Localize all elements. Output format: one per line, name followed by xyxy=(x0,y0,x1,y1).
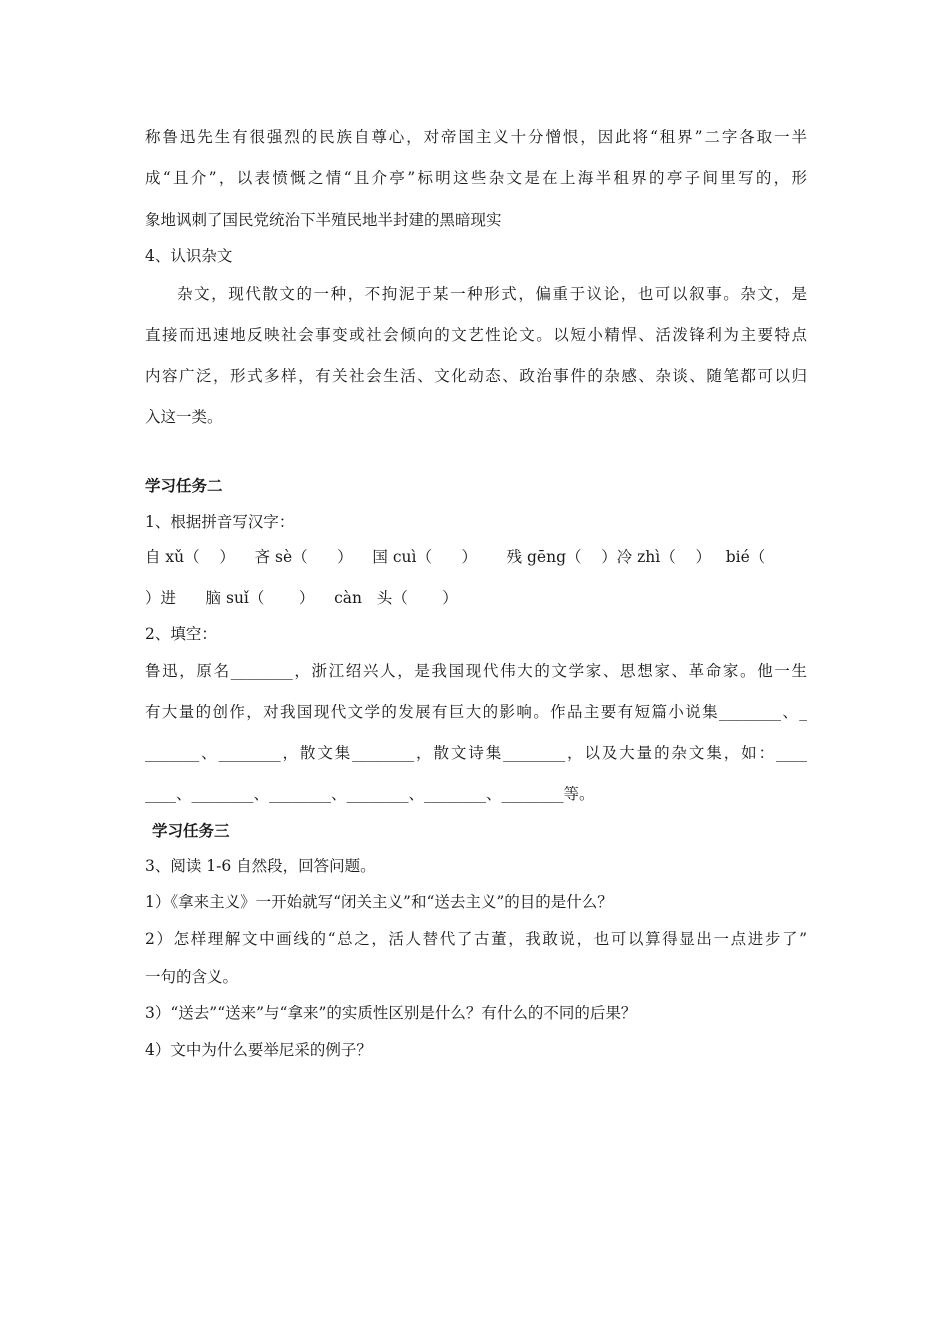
task2-q1: 1、根据拼音写汉字： xyxy=(145,513,295,531)
intro-line-3: 象地讽刺了国民党统治下半殖民地半封建的黑暗现实 xyxy=(145,211,502,229)
task3-title: 学习任务三 xyxy=(152,821,230,840)
pinyin-line-2: ）进 脑 suǐ（ ） càn 头（ ） xyxy=(145,589,458,607)
task3-sub3: 3）“送去”“送来”与“拿来”的实质性区别是什么？有什么的不同的后果？ xyxy=(145,1004,637,1022)
item4-line-4: 入这一类。 xyxy=(145,408,223,426)
intro-line-2: 成“且介”，以表愤慨之情“且介亭”标明这些杂文是在上海半租界的亭子间里写的，形 xyxy=(145,169,807,187)
intro-line-1: 称鲁迅先生有很强烈的民族自尊心，对帝国主义十分憎恨，因此将“租界”二字各取一半 xyxy=(145,128,807,146)
task2-q2: 2、填空： xyxy=(145,625,217,643)
item4-heading: 4、认识杂文 xyxy=(145,247,233,265)
fill-line-3: _______、________，散文集________，散文诗集________，以及大量的杂文集，如：____ xyxy=(145,744,807,762)
item4-line-3: 内容广泛，形式多样，有关社会生活、文化动态、政治事件的杂感、杂谈、随笔都可以归 xyxy=(145,367,807,385)
fill-line-2: 有大量的创作，对我国现代文学的发展有巨大的影响。作品主要有短篇小说集________、_ xyxy=(145,703,807,721)
task3-sub2-line-1: 2）怎样理解文中画线的“总之，活人替代了古董，我敢说，也可以算得显出一点进步了” xyxy=(145,930,807,948)
task3-sub2-line-2: 一句的含义。 xyxy=(145,968,239,986)
fill-line-1: 鲁迅，原名________，浙江绍兴人，是我国现代伟大的文学家、思想家、革命家。他一生 xyxy=(145,662,807,680)
task3-q3: 3、阅读 1-6 自然段，回答问题。 xyxy=(145,857,376,875)
item4-line-1: 杂文，现代散文的一种，不拘泥于某一种形式，偏重于议论，也可以叙事。杂文，是 xyxy=(177,285,807,303)
task3-sub4: 4）文中为什么要举尼采的例子？ xyxy=(145,1041,372,1059)
task3-sub1: 1）《拿来主义》一开始就写“闭关主义”和“送去主义”的目的是什么？ xyxy=(145,893,613,911)
pinyin-line-1: 自 xǔ（ ） 吝 sè（ ） 国 cuì（ ） 残 gēng（ ）冷 zhì（ ） bié（ xyxy=(145,548,766,566)
task2-title: 学习任务二 xyxy=(145,476,223,495)
item4-line-2: 直接而迅速地反映社会事变或社会倾向的文艺性论文。以短小精悍、活泼锋利为主要特点 xyxy=(145,326,807,344)
fill-line-4: ____、________、________、________、________、________等。 xyxy=(145,785,595,803)
